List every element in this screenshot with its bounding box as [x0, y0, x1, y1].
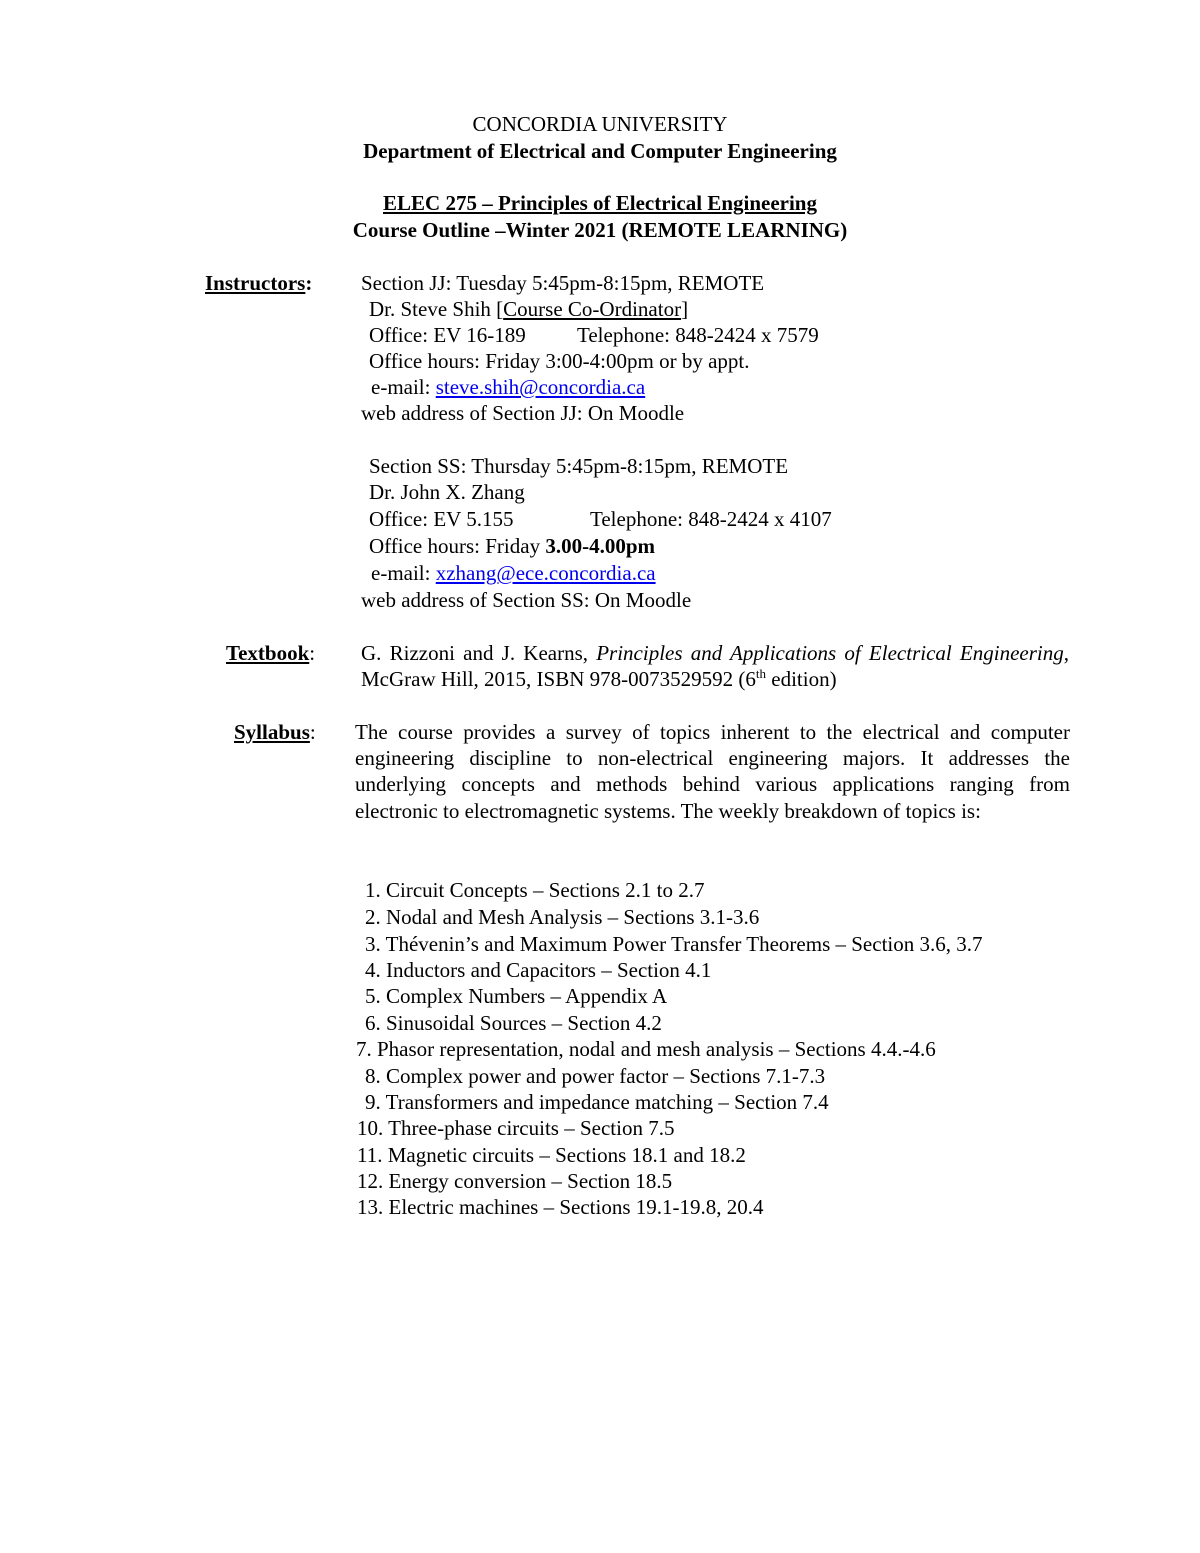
- section-ss-email-row: e-mail: xzhang@ece.concordia.ca: [371, 561, 656, 585]
- topic-item: 13. Electric machines – Sections 19.1-19.8, 20.4: [357, 1195, 764, 1219]
- topic-item: 8. Complex power and power factor – Sections 7.1-7.3: [365, 1064, 826, 1088]
- course-outline-title: Course Outline –Winter 2021 (REMOTE LEARNING): [352, 218, 848, 242]
- department-name: Department of Electrical and Computer Engineering: [363, 139, 837, 163]
- textbook-label: Textbook:: [226, 641, 316, 665]
- topic-item: 7. Phasor representation, nodal and mesh analysis – Sections 4.4.-4.6: [356, 1037, 936, 1061]
- topic-item: 5. Complex Numbers – Appendix A: [365, 984, 668, 1008]
- topic-item: 6. Sinusoidal Sources – Section 4.2: [365, 1011, 662, 1035]
- section-ss-telephone: Telephone: 848-2424 x 4107: [590, 507, 832, 531]
- section-ss-instructor: Dr. John X. Zhang: [369, 480, 525, 504]
- section-jj-email-row: e-mail: steve.shih@concordia.ca: [371, 375, 646, 399]
- section-jj-schedule: Section JJ: Tuesday 5:45pm-8:15pm, REMOTE: [361, 271, 765, 295]
- textbook-citation: G. Rizzoni and J. Kearns, Principles and Applications of Electrical Engineering, McGraw Hill, 2015, ISBN 978-0073529592 (6th edition): [361, 641, 1069, 692]
- topic-item: 2. Nodal and Mesh Analysis – Sections 3.1-3.6: [365, 905, 760, 929]
- section-ss-email-link[interactable]: xzhang@ece.concordia.ca: [435, 561, 656, 585]
- section-jj-office-hours: Office hours: Friday 3:00-4:00pm or by appt.: [369, 349, 750, 373]
- topic-item: 10. Three-phase circuits – Section 7.5: [357, 1116, 675, 1140]
- section-jj-telephone: Telephone: 848-2424 x 7579: [577, 323, 819, 347]
- section-jj-instructor: Dr. Steve Shih [Course Co-Ordinator]: [369, 297, 689, 321]
- section-ss-office: Office: EV 5.155: [369, 507, 514, 531]
- syllabus-description: The course provides a survey of topics inherent to the electrical and computer engineering discipline to non-electrical engineering majors. It addresses the underlying concepts and methods behind various applications ranging from electronic to electromagnetic systems. The weekly breakdown of topics is:: [355, 720, 1070, 823]
- syllabus-label: Syllabus:: [234, 720, 316, 744]
- topic-item: 3. Thévenin’s and Maximum Power Transfer Theorems – Section 3.6, 3.7: [365, 932, 983, 956]
- coordinator-role: Course Co-Ordinator: [503, 297, 682, 321]
- topic-item: 12. Energy conversion – Section 18.5: [357, 1169, 673, 1193]
- topic-item: 9. Transformers and impedance matching – Section 7.4: [365, 1090, 829, 1114]
- section-ss-schedule: Section SS: Thursday 5:45pm-8:15pm, REMOTE: [369, 454, 789, 478]
- instructors-label: Instructors:: [205, 271, 313, 295]
- section-jj-web: web address of Section JJ: On Moodle: [361, 401, 685, 425]
- topic-item: 1. Circuit Concepts – Sections 2.1 to 2.7: [365, 878, 705, 902]
- textbook-title: Principles and Applications of Electrical Engineering: [596, 641, 1064, 665]
- topic-item: 11. Magnetic circuits – Sections 18.1 and 18.2: [357, 1143, 746, 1167]
- section-jj-office: Office: EV 16-189: [369, 323, 526, 347]
- section-ss-office-hours: Office hours: Friday 3.00-4.00pm: [369, 534, 655, 558]
- section-jj-email-link[interactable]: steve.shih@concordia.ca: [435, 375, 646, 399]
- university-name: CONCORDIA UNIVERSITY: [472, 112, 728, 136]
- course-title: ELEC 275 – Principles of Electrical Engineering: [383, 191, 817, 215]
- section-ss-web: web address of Section SS: On Moodle: [361, 588, 692, 612]
- topic-item: 4. Inductors and Capacitors – Section 4.1: [365, 958, 712, 982]
